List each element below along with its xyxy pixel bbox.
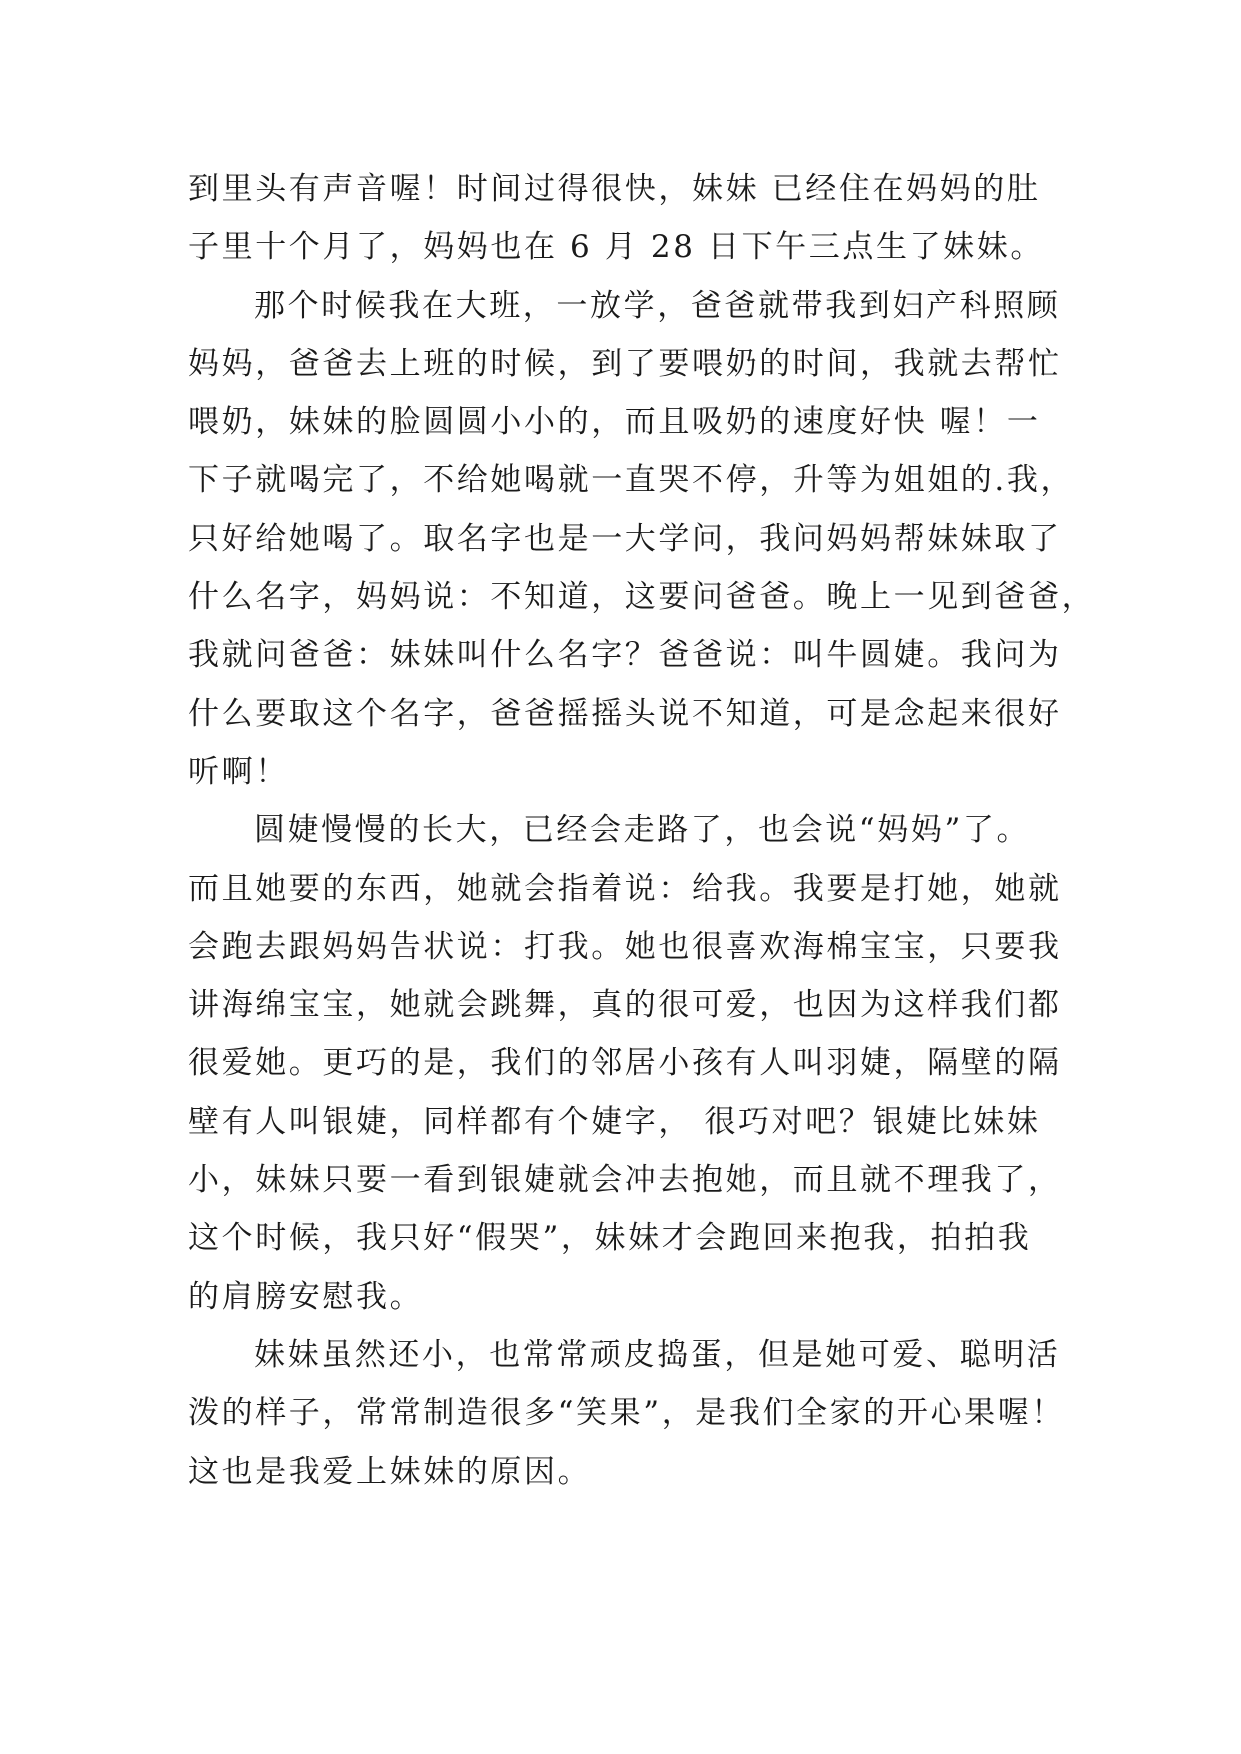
- paragraph: [188, 1326, 1068, 1501]
- text-line: 这个时候，我只好“假哭”，妹妹才会跑回来抱我，拍拍我: [188, 1220, 1032, 1257]
- text-line: 子里十个月了，妈妈也在 6 月 28 日下午三点生了妹妹。: [188, 229, 1044, 266]
- text-line: 到里头有声音喔！时间过得很快，妹妹 已经住在妈妈的肚: [188, 171, 1041, 207]
- text-line: 壁有人叫银婕，同样都有个婕字， 很巧对吧？银婕比妹妹: [188, 1103, 1041, 1140]
- text-line: 下子就喝完了，不给她喝就一直哭不停，升等为姐姐的.我，: [188, 462, 1075, 499]
- text-line: 什么要取这个名字，爸爸摇摇头说不知道，可是念起来很好: [188, 695, 1062, 732]
- text-line: 这也是我爱上妹妹的原因。: [188, 1453, 592, 1490]
- text-line: 听啊！: [188, 753, 289, 790]
- text-line: 妹妹虽然还小，也常常顽皮捣蛋，但是她可爱、聪明活: [254, 1336, 1061, 1373]
- paragraph: [188, 801, 1068, 1326]
- text-line: 那个时候我在大班，一放学，爸爸就带我到妇产科照顾: [254, 287, 1061, 324]
- text-line: 只好给她喝了。取名字也是一大学问，我问妈妈帮妹妹取了: [188, 520, 1062, 557]
- text-line: 而且她要的东西，她就会指着说：给我。我要是打她，她就: [188, 870, 1062, 907]
- text-line: 喂奶，妹妹的脸圆圆小小的，而且吸奶的速度好快 喔！一: [188, 404, 1041, 441]
- paragraph: [188, 160, 1068, 277]
- text-line: 圆婕慢慢的长大，已经会走路了，也会说“妈妈”了。: [254, 812, 1031, 849]
- text-line: 会跑去跟妈妈告状说：打我。她也很喜欢海棉宝宝，只要我: [188, 928, 1062, 965]
- text-line: 很爱她。更巧的是，我们的邻居小孩有人叫羽婕，隔壁的隔: [188, 1045, 1062, 1082]
- text-line: 我就问爸爸：妹妹叫什么名字？爸爸说：叫牛圆婕。我问为: [188, 637, 1062, 674]
- text-line: 的肩膀安慰我。: [188, 1278, 424, 1315]
- text-line: 讲海绵宝宝，她就会跳舞，真的很可爱，也因为这样我们都: [188, 987, 1062, 1024]
- text-line: 妈妈，爸爸去上班的时候，到了要喂奶的时间，我就去帮忙: [188, 345, 1062, 382]
- body-text: [188, 160, 1096, 1501]
- text-line: 什么名字，妈妈说：不知道，这要问爸爸。晚上一见到爸爸，: [188, 579, 1096, 616]
- paragraph: [188, 277, 1096, 802]
- text-line: 小，妹妹只要一看到银婕就会冲去抱她，而且就不理我了，: [188, 1162, 1062, 1199]
- text-line: 泼的样子，常常制造很多“笑果”，是我们全家的开心果喔！: [188, 1395, 1065, 1432]
